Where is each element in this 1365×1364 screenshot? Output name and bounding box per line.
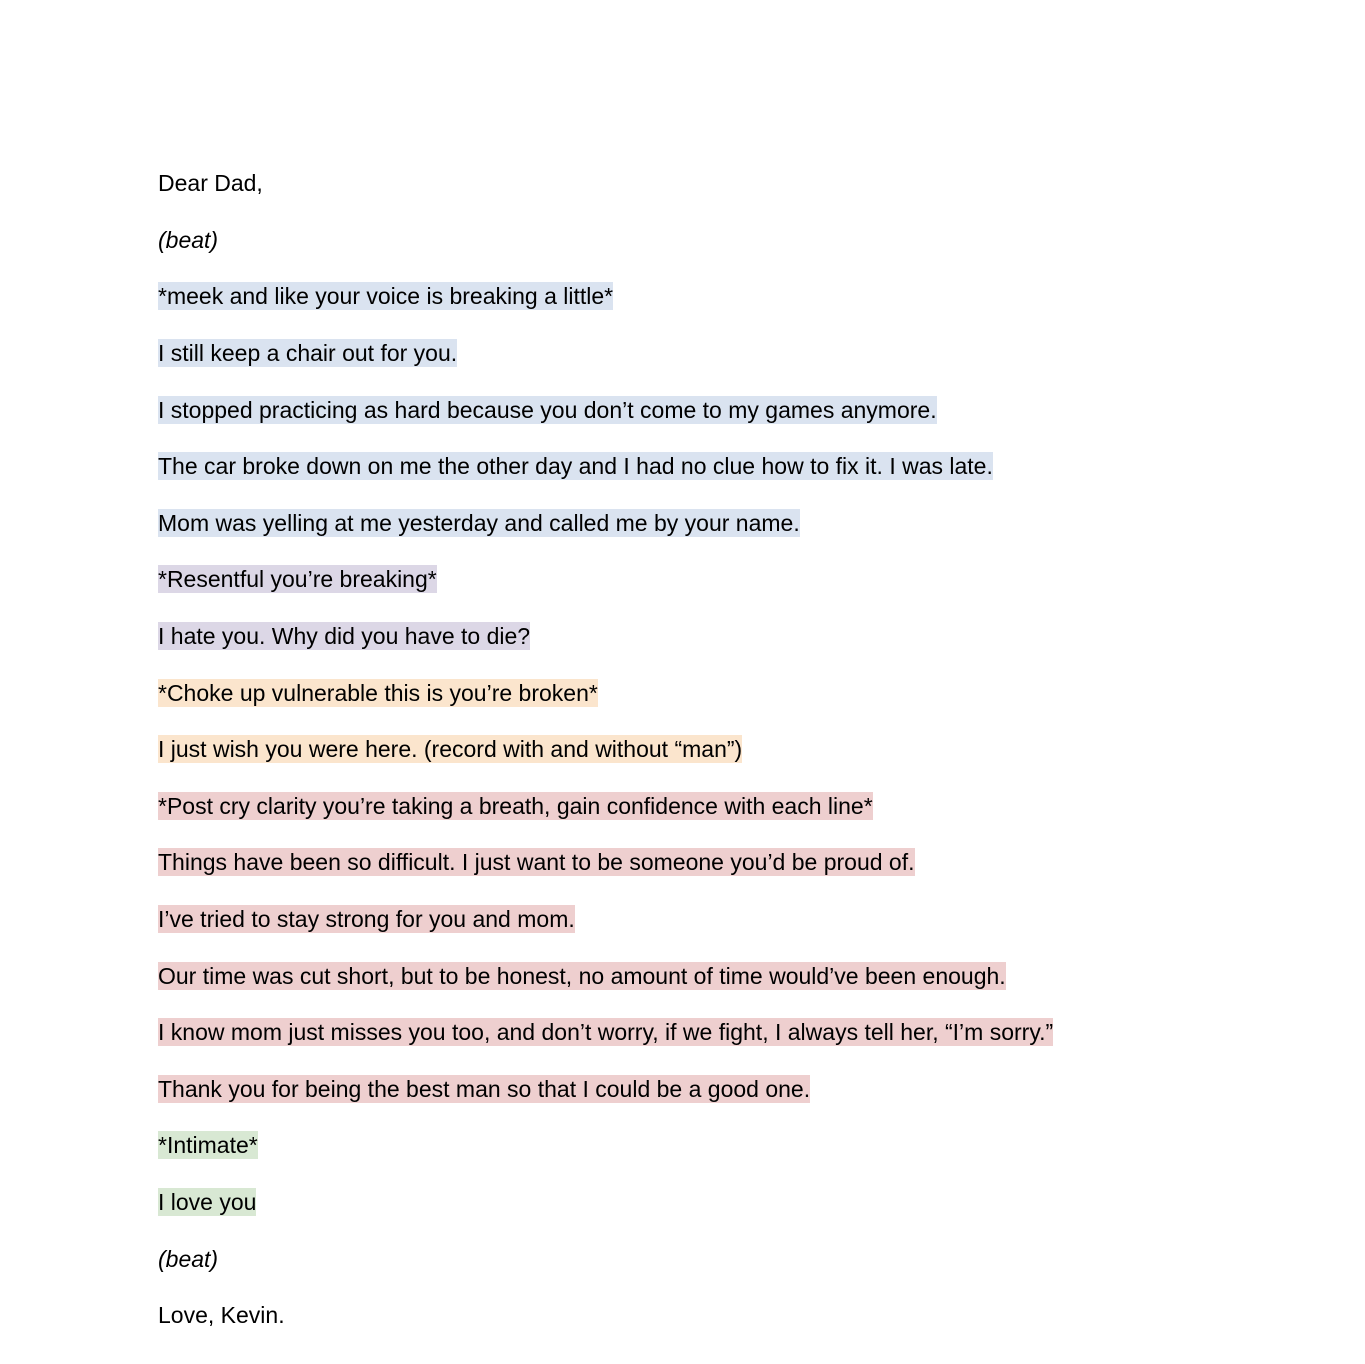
letter-line	[158, 155, 1208, 212]
letter-line	[158, 1061, 1208, 1118]
letter-line	[158, 438, 1208, 495]
dialogue-line: I know mom just misses you too, and don’t worry, if we fight, I always tell her, “I’m sorry.”	[158, 1019, 1054, 1046]
letter-line	[158, 608, 1208, 665]
beat-direction: (beat)	[158, 226, 219, 253]
dialogue-line: Our time was cut short, but to be honest, no amount of time would’ve been enough.	[158, 962, 1006, 989]
letter-line	[158, 721, 1208, 778]
dialogue-line: The car broke down on me the other day and I had no clue how to fix it. I was late.	[158, 453, 993, 480]
letter-line	[158, 947, 1208, 1004]
letter-line	[158, 381, 1208, 438]
letter-line	[158, 891, 1208, 948]
letter-body	[158, 155, 1208, 1343]
dialogue-line: Thank you for being the best man so that I could be a good one.	[158, 1075, 811, 1102]
stage-direction-meek: *meek and like your voice is breaking a little*	[158, 283, 614, 310]
signoff: Love, Kevin.	[158, 1302, 285, 1329]
letter-line	[158, 664, 1208, 721]
letter-line	[158, 551, 1208, 608]
beat-direction: (beat)	[158, 1245, 219, 1272]
letter-line	[158, 212, 1208, 269]
letter-line	[158, 1004, 1208, 1061]
letter-line	[158, 834, 1208, 891]
letter-line	[158, 1287, 1208, 1344]
stage-direction-intimate: *Intimate*	[158, 1132, 258, 1159]
letter-line	[158, 325, 1208, 382]
stage-direction-choke: *Choke up vulnerable this is you’re broken*	[158, 679, 598, 706]
dialogue-line: I’ve tried to stay strong for you and mom.	[158, 906, 575, 933]
stage-direction-post-cry: *Post cry clarity you’re taking a breath, gain confidence with each line*	[158, 792, 873, 819]
greeting: Dear Dad,	[158, 170, 263, 197]
dialogue-line: Mom was yelling at me yesterday and called me by your name.	[158, 509, 800, 536]
letter-line	[158, 495, 1208, 552]
dialogue-line: I still keep a chair out for you.	[158, 340, 458, 367]
letter-line	[158, 1117, 1208, 1174]
dialogue-line: I stopped practicing as hard because you don’t come to my games anymore.	[158, 396, 937, 423]
letter-line	[158, 268, 1208, 325]
dialogue-line: Things have been so difficult. I just want to be someone you’d be proud of.	[158, 849, 915, 876]
dialogue-line: I just wish you were here. (record with and without “man”)	[158, 736, 743, 763]
dialogue-line: I love you	[158, 1188, 257, 1215]
letter-line	[158, 778, 1208, 835]
dialogue-line: I hate you. Why did you have to die?	[158, 623, 531, 650]
letter-line	[158, 1230, 1208, 1287]
stage-direction-resentful: *Resentful you’re breaking*	[158, 566, 437, 593]
letter-line	[158, 1174, 1208, 1231]
